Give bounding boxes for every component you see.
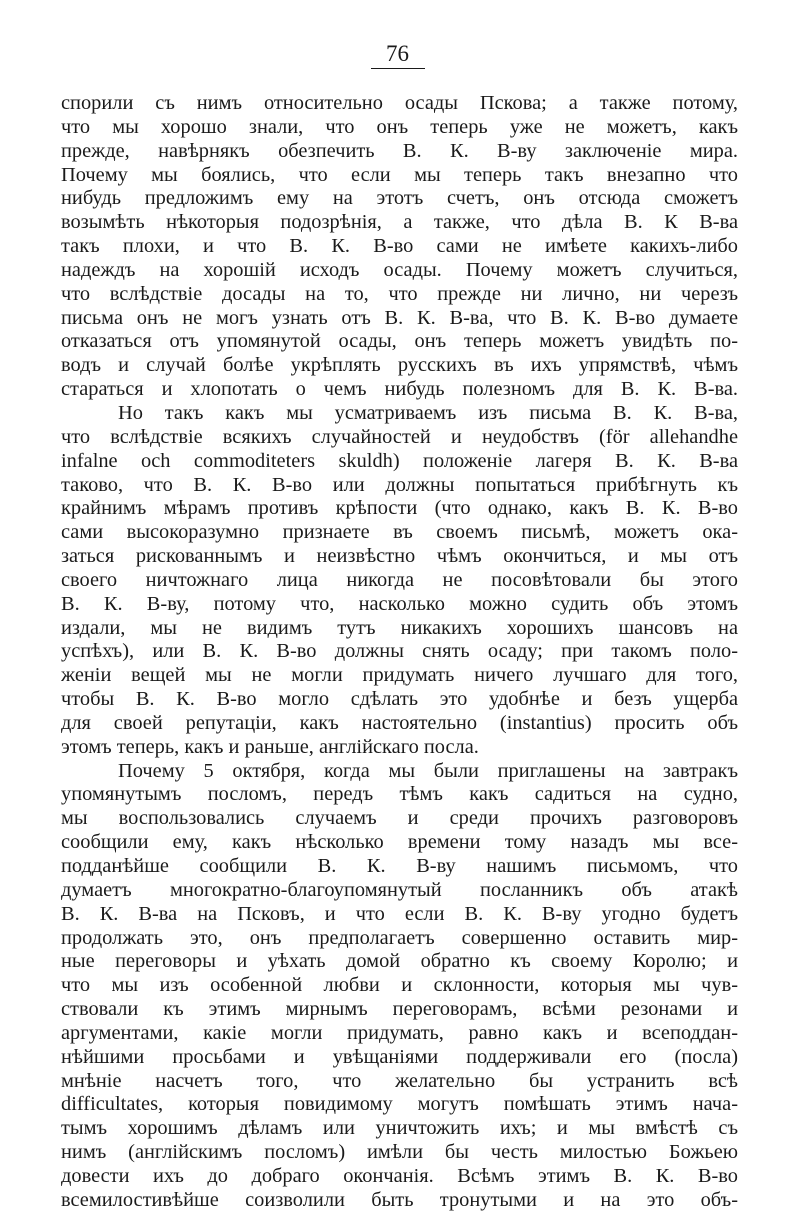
text-line: Почему 5 октября, когда мы были приглашены на завтракъ bbox=[118, 759, 738, 782]
text-line: сообщили ему, какъ нѣсколько времени тому назадъ мы все- bbox=[61, 831, 738, 854]
page-number: 76 bbox=[386, 41, 409, 66]
text-line: что вслѣдствіе досады на то, что прежде ни лично, ни черезъ bbox=[61, 282, 738, 305]
text-line: ствовали къ этимъ мирнымъ переговорамъ, всѣми резонами и bbox=[61, 998, 738, 1021]
text-line: издали, мы не видимъ тутъ никакихъ хорошихъ шансовъ на bbox=[61, 616, 738, 639]
page-number-rule bbox=[371, 68, 425, 69]
body-text bbox=[61, 92, 738, 1213]
text-line: довести ихъ до добраго окончанія. Всѣмъ этимъ В. К. В-во bbox=[61, 1164, 738, 1187]
text-line: этомъ теперь, какъ и раньше, англійскаго посла. bbox=[61, 735, 479, 758]
paragraph bbox=[61, 402, 738, 760]
text-line: продолжать это, онъ предполагаетъ совершенно оставить мир- bbox=[61, 926, 738, 949]
text-line: В. К. В-ва на Псковъ, и что если В. К. В-ву угодно будетъ bbox=[61, 902, 738, 925]
paragraph bbox=[61, 92, 738, 402]
text-line: такъ плохи, и что В. К. В-во сами не имѣете какихъ-либо bbox=[61, 235, 738, 258]
text-line: подданѣйше сообщили В. К. В-ву нашимъ письмомъ, что bbox=[61, 855, 738, 877]
text-line: успѣхъ), или В. К. В-во должны снять осаду; при такомъ поло- bbox=[61, 640, 738, 663]
text-line: крайнимъ мѣрамъ противъ крѣпости (что однако, какъ В. К. В-во bbox=[61, 497, 738, 520]
text-line: таково, что В. К. В-во или должны попытаться прибѣгнуть къ bbox=[61, 473, 738, 496]
paragraph bbox=[61, 760, 738, 1213]
text-line: женіи вещей мы не могли придумать ничего лучшаго для того, bbox=[61, 664, 738, 687]
text-line: чтобы В. К. В-во могло сдѣлать это удобнѣе и безъ ущерба bbox=[61, 688, 738, 711]
text-line: прежде, навѣрнякъ обезпечить В. К. В-ву заключеніе мира. bbox=[61, 139, 738, 162]
text-line: мнѣніе насчетъ того, что желательно бы устранить всѣ bbox=[61, 1069, 738, 1092]
text-line: надеждъ на хорошій исходъ осады. Почему можетъ случиться, bbox=[61, 258, 738, 281]
text-line: отказаться отъ упомянутой осады, онъ теперь можетъ увидѣть по- bbox=[61, 330, 738, 353]
text-line: нѣйшими просьбами и увѣщаніями поддерживали его (посла) bbox=[61, 1045, 738, 1068]
text-line: упомянутымъ посломъ, передъ тѣмъ какъ садиться на судно, bbox=[61, 783, 738, 806]
text-line: думаетъ многократно-благоупомянутый посланникъ объ атакѣ bbox=[61, 878, 738, 901]
text-line: письма онъ не могъ узнать отъ В. К. В-ва, что В. К. В-во думаете bbox=[61, 306, 738, 329]
text-line: стараться и хлопотать о чемъ нибудь полезномъ для В. К. В-ва. bbox=[61, 378, 738, 401]
text-line: что мы хорошо знали, что онъ теперь уже не можетъ, какъ bbox=[61, 115, 738, 138]
text-line: спорили съ нимъ относительно осады Пскова; а также потому, bbox=[61, 92, 738, 114]
text-line: ные переговоры и уѣхать домой обратно къ своему Королю; и bbox=[61, 950, 738, 973]
text-line: нимъ (англійскимъ посломъ) имѣли бы честь милостью Божьею bbox=[61, 1141, 738, 1164]
text-line: возымѣть нѣкоторыя подозрѣнія, а также, что дѣла В. К В-ва bbox=[61, 211, 738, 234]
text-line: infalne och commoditeters skuldh) положеніе лагеря В. К. В-ва bbox=[61, 449, 738, 472]
text-line: нибудь предложимъ ему на этотъ счетъ, онъ отсюда сможетъ bbox=[61, 187, 738, 210]
text-line: мы воспользовались случаемъ и среди прочихъ разговоровъ bbox=[61, 807, 738, 830]
text-line: что мы изъ особенной любви и склонности, которыя мы чув- bbox=[61, 974, 738, 997]
text-line: своего ничтожнаго лица никогда не посовѣтовали бы этого bbox=[61, 568, 738, 591]
text-line: difficultates, которыя повидимому могутъ помѣшать этимъ нача- bbox=[61, 1093, 738, 1116]
text-line: для своей репутаціи, какъ настоятельно (instantius) просить объ bbox=[61, 711, 738, 734]
text-line: Почему мы боялись, что если мы теперь такъ внезапно что bbox=[61, 163, 738, 186]
text-line: В. К. В-ву, потому что, насколько можно судить объ этомъ bbox=[61, 592, 738, 615]
text-line: Но такъ какъ мы усматриваемъ изъ письма В. К. В-ва, bbox=[118, 401, 738, 424]
text-line: заться рискованнымъ и неизвѣстно чѣмъ окончиться, и мы отъ bbox=[61, 545, 738, 568]
text-line: аргументами, какіе могли придумать, равно какъ и всеподдан- bbox=[61, 1021, 738, 1044]
text-line: всемилостивѣйше соизволили быть тронутыми и на это объ- bbox=[61, 1188, 738, 1211]
text-line: что вслѣдствіе всякихъ случайностей и неудобствъ (för allehandhe bbox=[61, 425, 738, 448]
text-line: сами высокоразумно признаете въ своемъ письмѣ, можетъ ока- bbox=[61, 521, 738, 544]
text-line: водъ и случай болѣе укрѣплять русскихъ въ ихъ упрямствѣ, чѣмъ bbox=[61, 354, 738, 377]
text-line: тымъ хорошимъ дѣламъ или уничтожить ихъ; и мы вмѣстѣ съ bbox=[61, 1117, 738, 1140]
